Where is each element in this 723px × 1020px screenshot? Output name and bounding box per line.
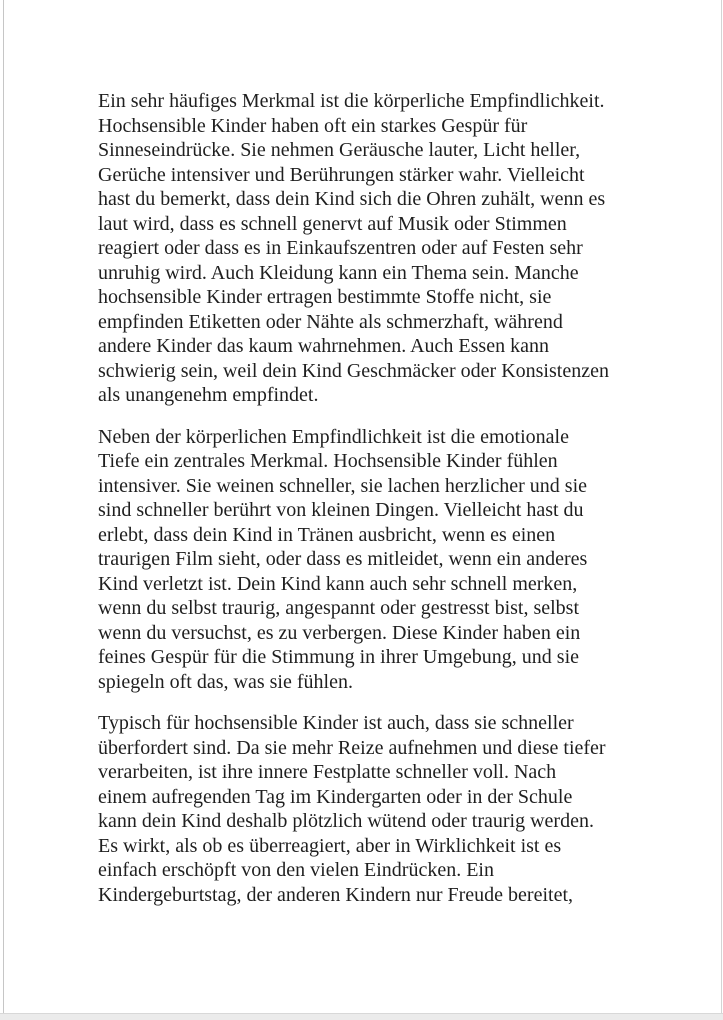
text-line: Sinneseindrücke. Sie nehmen Geräusche lauter, Licht heller, xyxy=(98,139,581,161)
paragraph xyxy=(98,425,643,695)
paragraph xyxy=(98,89,643,408)
text-line: intensiver. Sie weinen schneller, sie lachen herzlicher und sie xyxy=(98,474,588,497)
text-line: Tiefe ein zentrales Merkmal. Hochsensible Kinder fühlen xyxy=(98,450,558,472)
text-line: einfach erschöpft von den vielen Eindrücken. Ein xyxy=(98,859,494,881)
text-line: erlebt, dass dein Kind in Tränen ausbricht, wenn es einen xyxy=(98,523,556,546)
paragraph xyxy=(98,711,643,907)
text-line: feines Gespür für die Stimmung in ihrer Umgebung, und sie xyxy=(98,646,580,668)
text-line: Kindergeburtstag, der anderen Kindern nur Freude bereitet, xyxy=(98,883,574,906)
text-line: Hochsensible Kinder haben oft ein starkes Gespür für xyxy=(98,114,528,137)
text-line: verarbeiten, ist ihre innere Festplatte schneller voll. Nach xyxy=(98,761,557,783)
text-line: überfordert sind. Da sie mehr Reize aufnehmen und diese tiefer xyxy=(98,736,606,759)
text-line: hochsensible Kinder ertragen bestimmte Stoffe nicht, sie xyxy=(98,286,552,308)
text-line: unruhig wird. Auch Kleidung kann ein Thema sein. Manche xyxy=(98,261,579,284)
text-line: Neben der körperlichen Empfindlichkeit ist die emotionale xyxy=(98,425,569,448)
text-line: hast du bemerkt, dass dein Kind sich die Ohren zuhält, wenn es xyxy=(98,188,606,210)
page-scan-edge-left xyxy=(3,0,4,1020)
text-line: wenn du selbst traurig, angespannt oder gestresst bist, selbst xyxy=(98,597,580,619)
text-line: traurigen Film sieht, oder dass es mitleidet, wenn ein anderes xyxy=(98,548,588,570)
text-line: schwierig sein, weil dein Kind Geschmäcker oder Konsistenzen xyxy=(98,359,609,382)
text-line: laut wird, dass es schnell genervt auf Musik oder Stimmen xyxy=(98,212,567,235)
text-line: Typisch für hochsensible Kinder ist auch, dass sie schneller xyxy=(98,712,574,734)
text-line: Ein sehr häufiges Merkmal ist die körperliche Empfindlichkeit. xyxy=(98,90,605,112)
text-line: sind schneller berührt von kleinen Dingen. Vielleicht hast du xyxy=(98,499,584,521)
text-line: kann dein Kind deshalb plötzlich wütend oder traurig werden. xyxy=(98,810,594,832)
text-line: empfinden Etiketten oder Nähte als schmerzhaft, während xyxy=(98,310,563,333)
text-line: als unangenehm empfindet. xyxy=(98,384,319,406)
text-line: wenn du versuchst, es zu verbergen. Diese Kinder haben ein xyxy=(98,621,581,644)
text-line: Kind verletzt ist. Dein Kind kann auch sehr schnell merken, xyxy=(98,572,578,595)
text-line: andere Kinder das kaum wahrnehmen. Auch Essen kann xyxy=(98,335,549,357)
text-line: spiegeln oft das, was sie fühlen. xyxy=(98,670,353,693)
page-scan-edge-right xyxy=(721,0,722,1020)
text-line: einem aufregenden Tag im Kindergarten oder in der Schule xyxy=(98,785,573,808)
text-line: Es wirkt, als ob es überreagiert, aber in Wirklichkeit ist es xyxy=(98,834,562,857)
page-scan-edge-bottom xyxy=(0,1013,723,1020)
text-line: Gerüche intensiver und Berührungen stärker wahr. Vielleicht xyxy=(98,163,585,186)
text-line: reagiert oder dass es in Einkaufszentren oder auf Festen sehr xyxy=(98,237,583,259)
page-text-block xyxy=(98,89,643,924)
